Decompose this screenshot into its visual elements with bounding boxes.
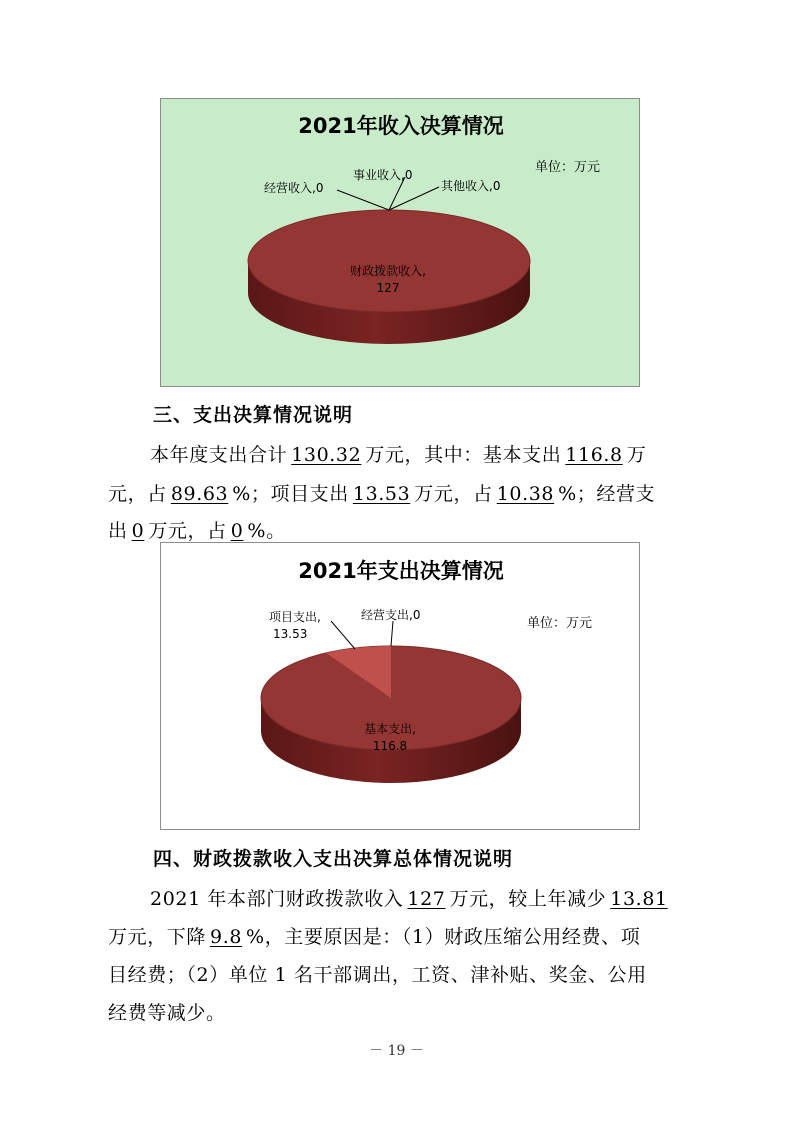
label-oper-expense: 经营支出,0: [361, 608, 421, 622]
oper-pct: 0: [230, 520, 244, 542]
total-expense: 130.32: [291, 444, 362, 466]
text: 出: [108, 520, 128, 542]
project-expense: 13.53: [352, 483, 411, 505]
expense-chart: [160, 542, 640, 830]
text: %；项目支出: [232, 483, 349, 505]
basic-pct: 89.63: [170, 483, 229, 505]
income-chart-title: 2021年收入决算情况: [298, 114, 504, 138]
text: %，主要原因是：（1）财政压缩公用经费、项: [246, 926, 641, 948]
text: 万元，较上年减少: [449, 888, 607, 910]
expense-chart-title: 2021年支出决算情况: [298, 559, 504, 583]
label-fiscal-income: 财政拨款收入,: [350, 264, 426, 278]
text: %。: [247, 520, 286, 542]
page-number: － 19 －: [369, 1043, 424, 1059]
oper-expense: 0: [131, 520, 145, 542]
income-slice-fiscal: [248, 210, 530, 312]
decrease-pct: 9.8: [210, 926, 243, 948]
label-business-income: 经营收入,0: [264, 181, 324, 195]
text: 万: [626, 444, 647, 466]
expense-unit-note: 单位：万元: [527, 616, 593, 631]
section4-line4: 经费等减少。: [108, 1002, 226, 1024]
label-project-expense: 项目支出,: [269, 610, 321, 624]
section3-line1: [150, 440, 695, 467]
section3-line2: [108, 479, 693, 506]
section4-line2: [108, 922, 693, 949]
leader-line-project: [331, 621, 355, 649]
label-basic-expense: 基本支出,: [364, 722, 416, 736]
label-project-expense-value: 13.53: [273, 627, 308, 641]
label-other-income: 其他收入,0: [441, 179, 501, 193]
text: 万元，下降: [108, 926, 207, 948]
label-fiscal-income-value: 127: [376, 281, 400, 295]
basic-expense: 116.8: [565, 444, 623, 466]
income-unit-note: 单位：万元: [535, 160, 601, 175]
text: 万元，占: [148, 520, 227, 542]
text: 万元，占: [414, 483, 493, 505]
text: %；经营支: [558, 483, 656, 505]
section4-line1: [150, 884, 695, 911]
text: 元，占: [108, 483, 167, 505]
text: 2021 年本部门财政拨款收入: [150, 888, 404, 910]
text: 本年度支出合计: [150, 444, 288, 466]
fiscal-income: 127: [407, 888, 446, 910]
leader-line-oper: [391, 621, 393, 646]
section4-heading: 四、财政拨款收入支出决算总体情况说明: [153, 848, 514, 870]
text: 万元，其中：基本支出: [365, 444, 562, 466]
label-basic-expense-value: 116.8: [372, 739, 408, 753]
decrease-amount: 13.81: [610, 888, 668, 910]
income-pie-svg: [161, 99, 641, 388]
leader-line-business: [337, 190, 389, 210]
income-chart: [160, 98, 640, 387]
label-career-income: 事业收入,0: [353, 168, 413, 182]
project-pct: 10.38: [496, 483, 555, 505]
leader-line-other: [389, 187, 439, 210]
section3-line3: [108, 516, 693, 543]
section3-heading: 三、支出决算情况说明: [153, 404, 354, 426]
section4-line3: 目经费；（2）单位 1 名干部调出，工资、津补贴、奖金、公用: [108, 964, 647, 986]
expense-pie-svg: [161, 543, 641, 831]
